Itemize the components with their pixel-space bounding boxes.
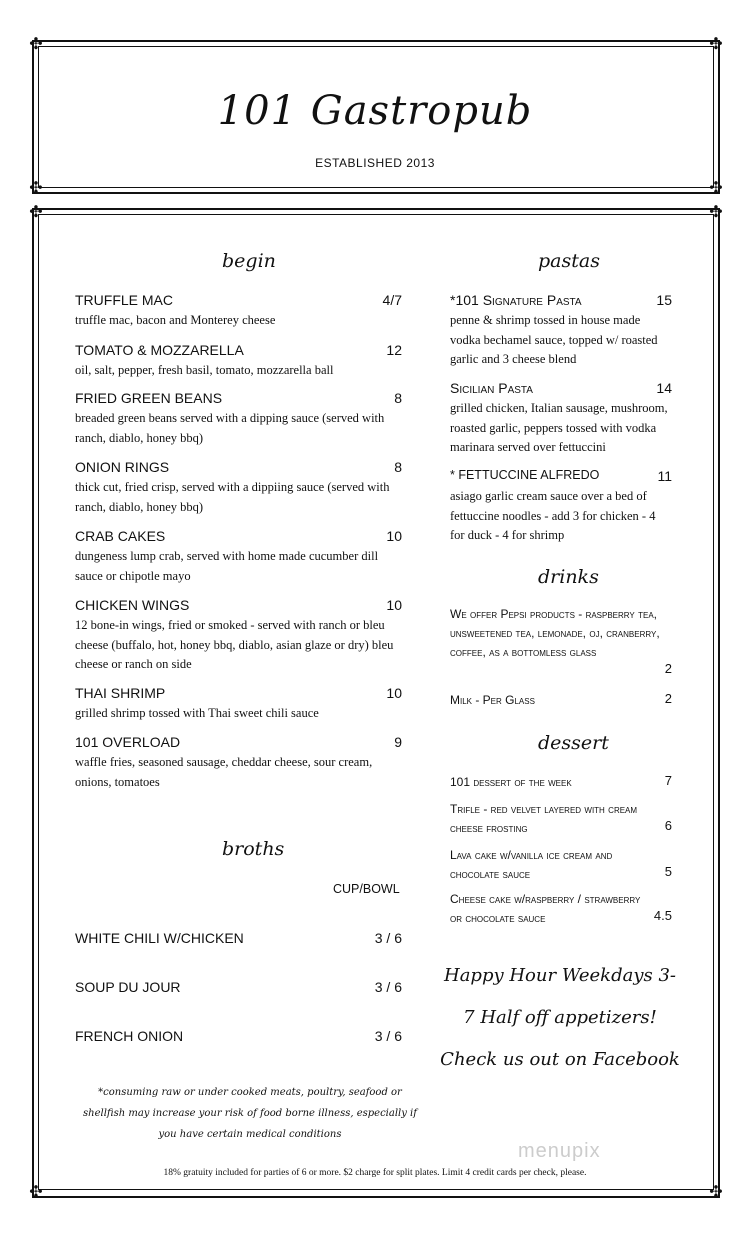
drink-item (450, 605, 672, 681)
item-price: 4/7 (382, 292, 402, 308)
drink-price: 2 (664, 691, 672, 706)
corner-ornament-icon: ✣ (709, 178, 723, 197)
item-price: 15 (656, 292, 672, 308)
item-price: 8 (394, 390, 402, 406)
section-heading-dessert: dessert (538, 732, 609, 754)
restaurant-title: 101 Gastropub (217, 88, 533, 134)
established-label: ESTABLISHED 2013 (315, 156, 435, 170)
corner-ornament-icon: ✣ (709, 34, 723, 53)
watermark-text: menupix (518, 1140, 601, 1162)
happy-hour-note: Happy Hour Weekdays 3-7 Half off appetizers! Check us out on Facebook (440, 965, 680, 1070)
dessert-price: 5 (664, 864, 672, 879)
item-description: waffle fries, seasoned sausage, cheddar cheese, sour cream, onions, tomatoes (75, 755, 373, 789)
item-price: 3 / 6 (374, 1028, 402, 1044)
item-price: 8 (394, 459, 402, 475)
dessert-description: Trifle - red velvet layered with cream cheese frosting (450, 802, 638, 835)
corner-ornament-icon: ✣ (709, 1182, 723, 1201)
item-description: thick cut, fried crisp, served with a dippiing sauce (served with ranch, diablo, honey bbq) (75, 480, 390, 514)
section-heading-broths: broths (222, 838, 285, 860)
corner-ornament-icon: ✣ (29, 34, 43, 53)
item-name: FRIED GREEN BEANS (75, 390, 223, 406)
corner-ornament-icon: ✣ (29, 178, 43, 197)
consumer-warning: *consuming raw or under cooked meats, poultry, seafood or shellfish may increase your risk of food borne illness, especially if you have certain medical conditions (83, 1087, 417, 1140)
item-price: 12 (386, 342, 402, 358)
item-description: penne & shrimp tossed in house made vodka bechamel sauce, topped w/ roasted garlic and 3 cheese blend (450, 313, 658, 366)
item-name: Sicilian Pasta (450, 380, 533, 396)
item-price: 14 (656, 380, 672, 396)
section-heading-drinks: drinks (538, 566, 599, 588)
item-price: 10 (386, 528, 402, 544)
section-heading-pastas: pastas (538, 250, 600, 272)
item-name: WHITE CHILI W/CHICKEN (75, 930, 244, 946)
item-description: asiago garlic cream sauce over a bed of fettuccine noodles - add 3 for chicken - 4 for duck - 4 for shrimp (450, 489, 656, 542)
item-name: CRAB CAKES (75, 528, 166, 544)
dessert-price: 4.5 (653, 908, 672, 923)
dessert-description: Lava cake w/vanilla ice cream and chocolate sauce (450, 848, 613, 881)
item-name: FRENCH ONION (75, 1028, 184, 1044)
item-price: 10 (386, 597, 402, 613)
dessert-description: Cheese cake w/raspberry / strawberry or chocolate sauce (450, 892, 641, 925)
item-description: 12 bone-in wings, fried or smoked - served with ranch or bleu cheese (buffalo, hot, honey bbq, diablo, asian glaze or dry) bleu cheese or ranch on side (75, 618, 394, 671)
item-name: * FETTUCCINE ALFREDO (450, 468, 600, 482)
item-description: grilled shrimp tossed with Thai sweet chili sauce (75, 706, 319, 720)
corner-ornament-icon: ✣ (29, 202, 43, 221)
item-name: ONION RINGS (75, 459, 170, 475)
dessert-description: 101 dessert of the week (450, 775, 572, 789)
item-name: CHICKEN WINGS (75, 597, 190, 613)
drink-price: 2 (664, 661, 672, 676)
drink-description: Milk - Per Glass (450, 693, 535, 707)
item-description: dungeness lump crab, served with home made cucumber dill sauce or chipotle mayo (75, 549, 379, 583)
item-price: 10 (386, 685, 402, 701)
dessert-price: 7 (664, 773, 672, 788)
item-name: THAI SHRIMP (75, 685, 166, 701)
dessert-price: 6 (664, 818, 672, 833)
item-description: oil, salt, pepper, fresh basil, tomato, mozzarella ball (75, 363, 334, 377)
item-name: TOMATO & MOZZARELLA (75, 342, 244, 358)
drink-description: We offer Pepsi products - raspberry tea, unsweetened tea, lemonade, oj, cranberry, coffee, as a bottomless glass (450, 607, 660, 659)
gratuity-note: 18% gratuity included for parties of 6 or more. $2 charge for split plates. Limit 4 credit cards per check, please. (163, 1168, 587, 1178)
item-description: breaded green beans served with a dipping sauce (served with ranch, diablo, honey bbq) (75, 411, 385, 445)
item-description: truffle mac, bacon and Monterey cheese (75, 313, 276, 327)
item-name: TRUFFLE MAC (75, 292, 173, 308)
corner-ornament-icon: ✣ (29, 1182, 43, 1201)
broth-size-header: CUP/BOWL (333, 882, 400, 896)
item-name: *101 Signature Pasta (450, 292, 582, 308)
corner-ornament-icon: ✣ (709, 202, 723, 221)
item-price: 3 / 6 (374, 979, 402, 995)
item-name: 101 OVERLOAD (75, 734, 181, 750)
item-name: SOUP DU JOUR (75, 979, 181, 995)
item-price: 11 (657, 468, 672, 484)
section-heading-begin: begin (222, 250, 276, 272)
item-description: grilled chicken, Italian sausage, mushroom, roasted garlic, peppers tossed with vodka marinara served over fettuccini (450, 401, 668, 454)
item-price: 9 (394, 734, 402, 750)
item-price: 3 / 6 (374, 930, 402, 946)
